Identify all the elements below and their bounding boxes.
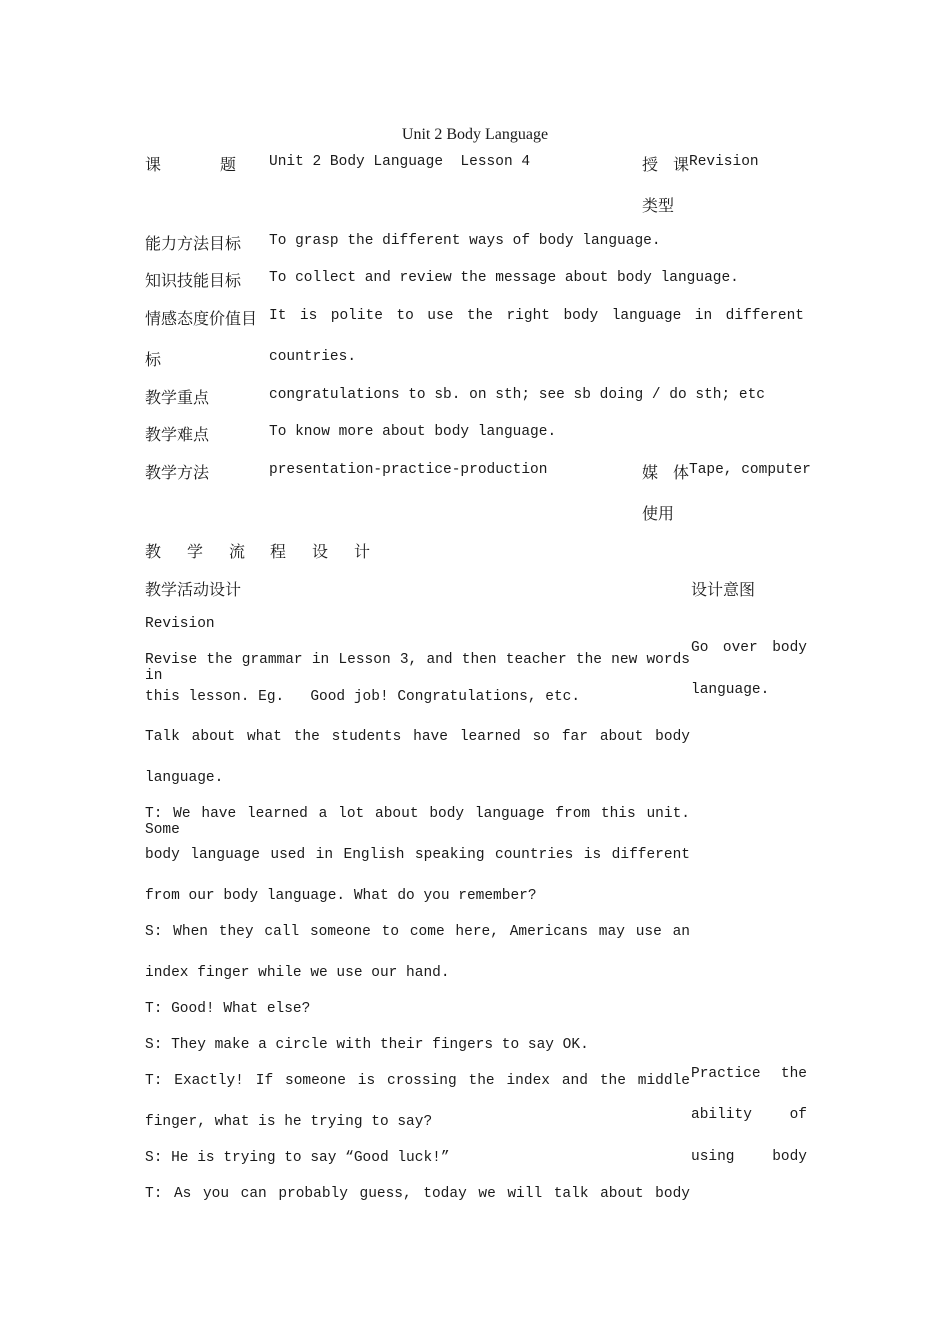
flow-heading-char: 计 [354,542,371,561]
lesson-type-label-1: 授 [642,155,659,174]
ability-label: 能力方法目标 [145,234,242,253]
flow-heading-char: 程 [270,542,287,561]
media-label-3: 使用 [642,504,675,523]
flow-heading-char: 学 [187,542,204,561]
body-line: body language used in English speaking countries is different [145,847,690,863]
body-line: S: He is trying to say “Good luck!” [145,1150,450,1166]
body-line: Talk about what the students have learned so far about body [145,729,690,745]
knowledge-label: 知识技能目标 [145,271,242,290]
body-line: T: As you can probably guess, today we will talk about body [145,1186,690,1202]
body-line: T: Good! What else? [145,1001,311,1017]
body-line: T: We have learned a lot about body language from this unit. Some [145,806,690,838]
media-label-1: 媒 [642,463,659,482]
emotion-label-2: 标 [145,350,162,369]
lesson-type-label-2: 课 [673,155,690,174]
emotion-value-1: It is polite to use the right body language in different [269,308,804,324]
body-line: index finger while we use our hand. [145,965,450,981]
body-line: S: They make a circle with their fingers to say OK. [145,1037,589,1053]
ability-value: To grasp the different ways of body language. [269,233,661,249]
difficulty-value: To know more about body language. [269,424,557,440]
body-line: T: Exactly! If someone is crossing the index and the middle [145,1073,690,1089]
topic-value: Unit 2 Body Language Lesson 4 [269,154,531,170]
intent-line: using body [691,1149,807,1165]
body-line: language. [145,770,224,786]
intent-line: ability of [691,1107,807,1123]
method-label: 教学方法 [145,463,210,482]
topic-label-2: 题 [220,155,237,174]
intent-line: language. [691,682,770,698]
body-line: Revise the grammar in Lesson 3, and then teacher the new words in [145,652,690,684]
page-title: Unit 2 Body Language [401,126,549,143]
intent-heading: 设计意图 [691,580,756,599]
body-line: Revision [145,616,215,632]
body-line: S: When they call someone to come here, Americans may use an [145,924,690,940]
body-line: from our body language. What do you remember? [145,888,537,904]
media-label-2: 体 [673,463,690,482]
lesson-type-label-3: 类型 [642,196,675,215]
difficulty-label: 教学难点 [145,425,210,444]
flow-heading-char: 设 [312,542,329,561]
key-label: 教学重点 [145,388,210,407]
intent-line: Go over body [691,640,807,656]
flow-heading-char: 流 [229,542,246,561]
topic-label-1: 课 [145,155,162,174]
media-value: Tape, computer [689,462,811,478]
knowledge-value: To collect and review the message about body language. [269,270,739,286]
body-line: this lesson. Eg. Good job! Congratulations, etc. [145,689,581,705]
emotion-value-2: countries. [269,349,357,365]
key-value: congratulations to sb. on sth; see sb doing / do sth; etc [269,387,765,403]
method-value: presentation-practice-production [269,462,548,478]
body-line: finger, what is he trying to say? [145,1114,433,1130]
intent-line: Practice the [691,1066,807,1082]
activity-heading: 教学活动设计 [145,580,242,599]
lesson-type-value: Revision [689,154,759,170]
flow-heading-char: 教 [145,542,162,561]
emotion-label-1: 情感态度价值目 [145,309,258,328]
